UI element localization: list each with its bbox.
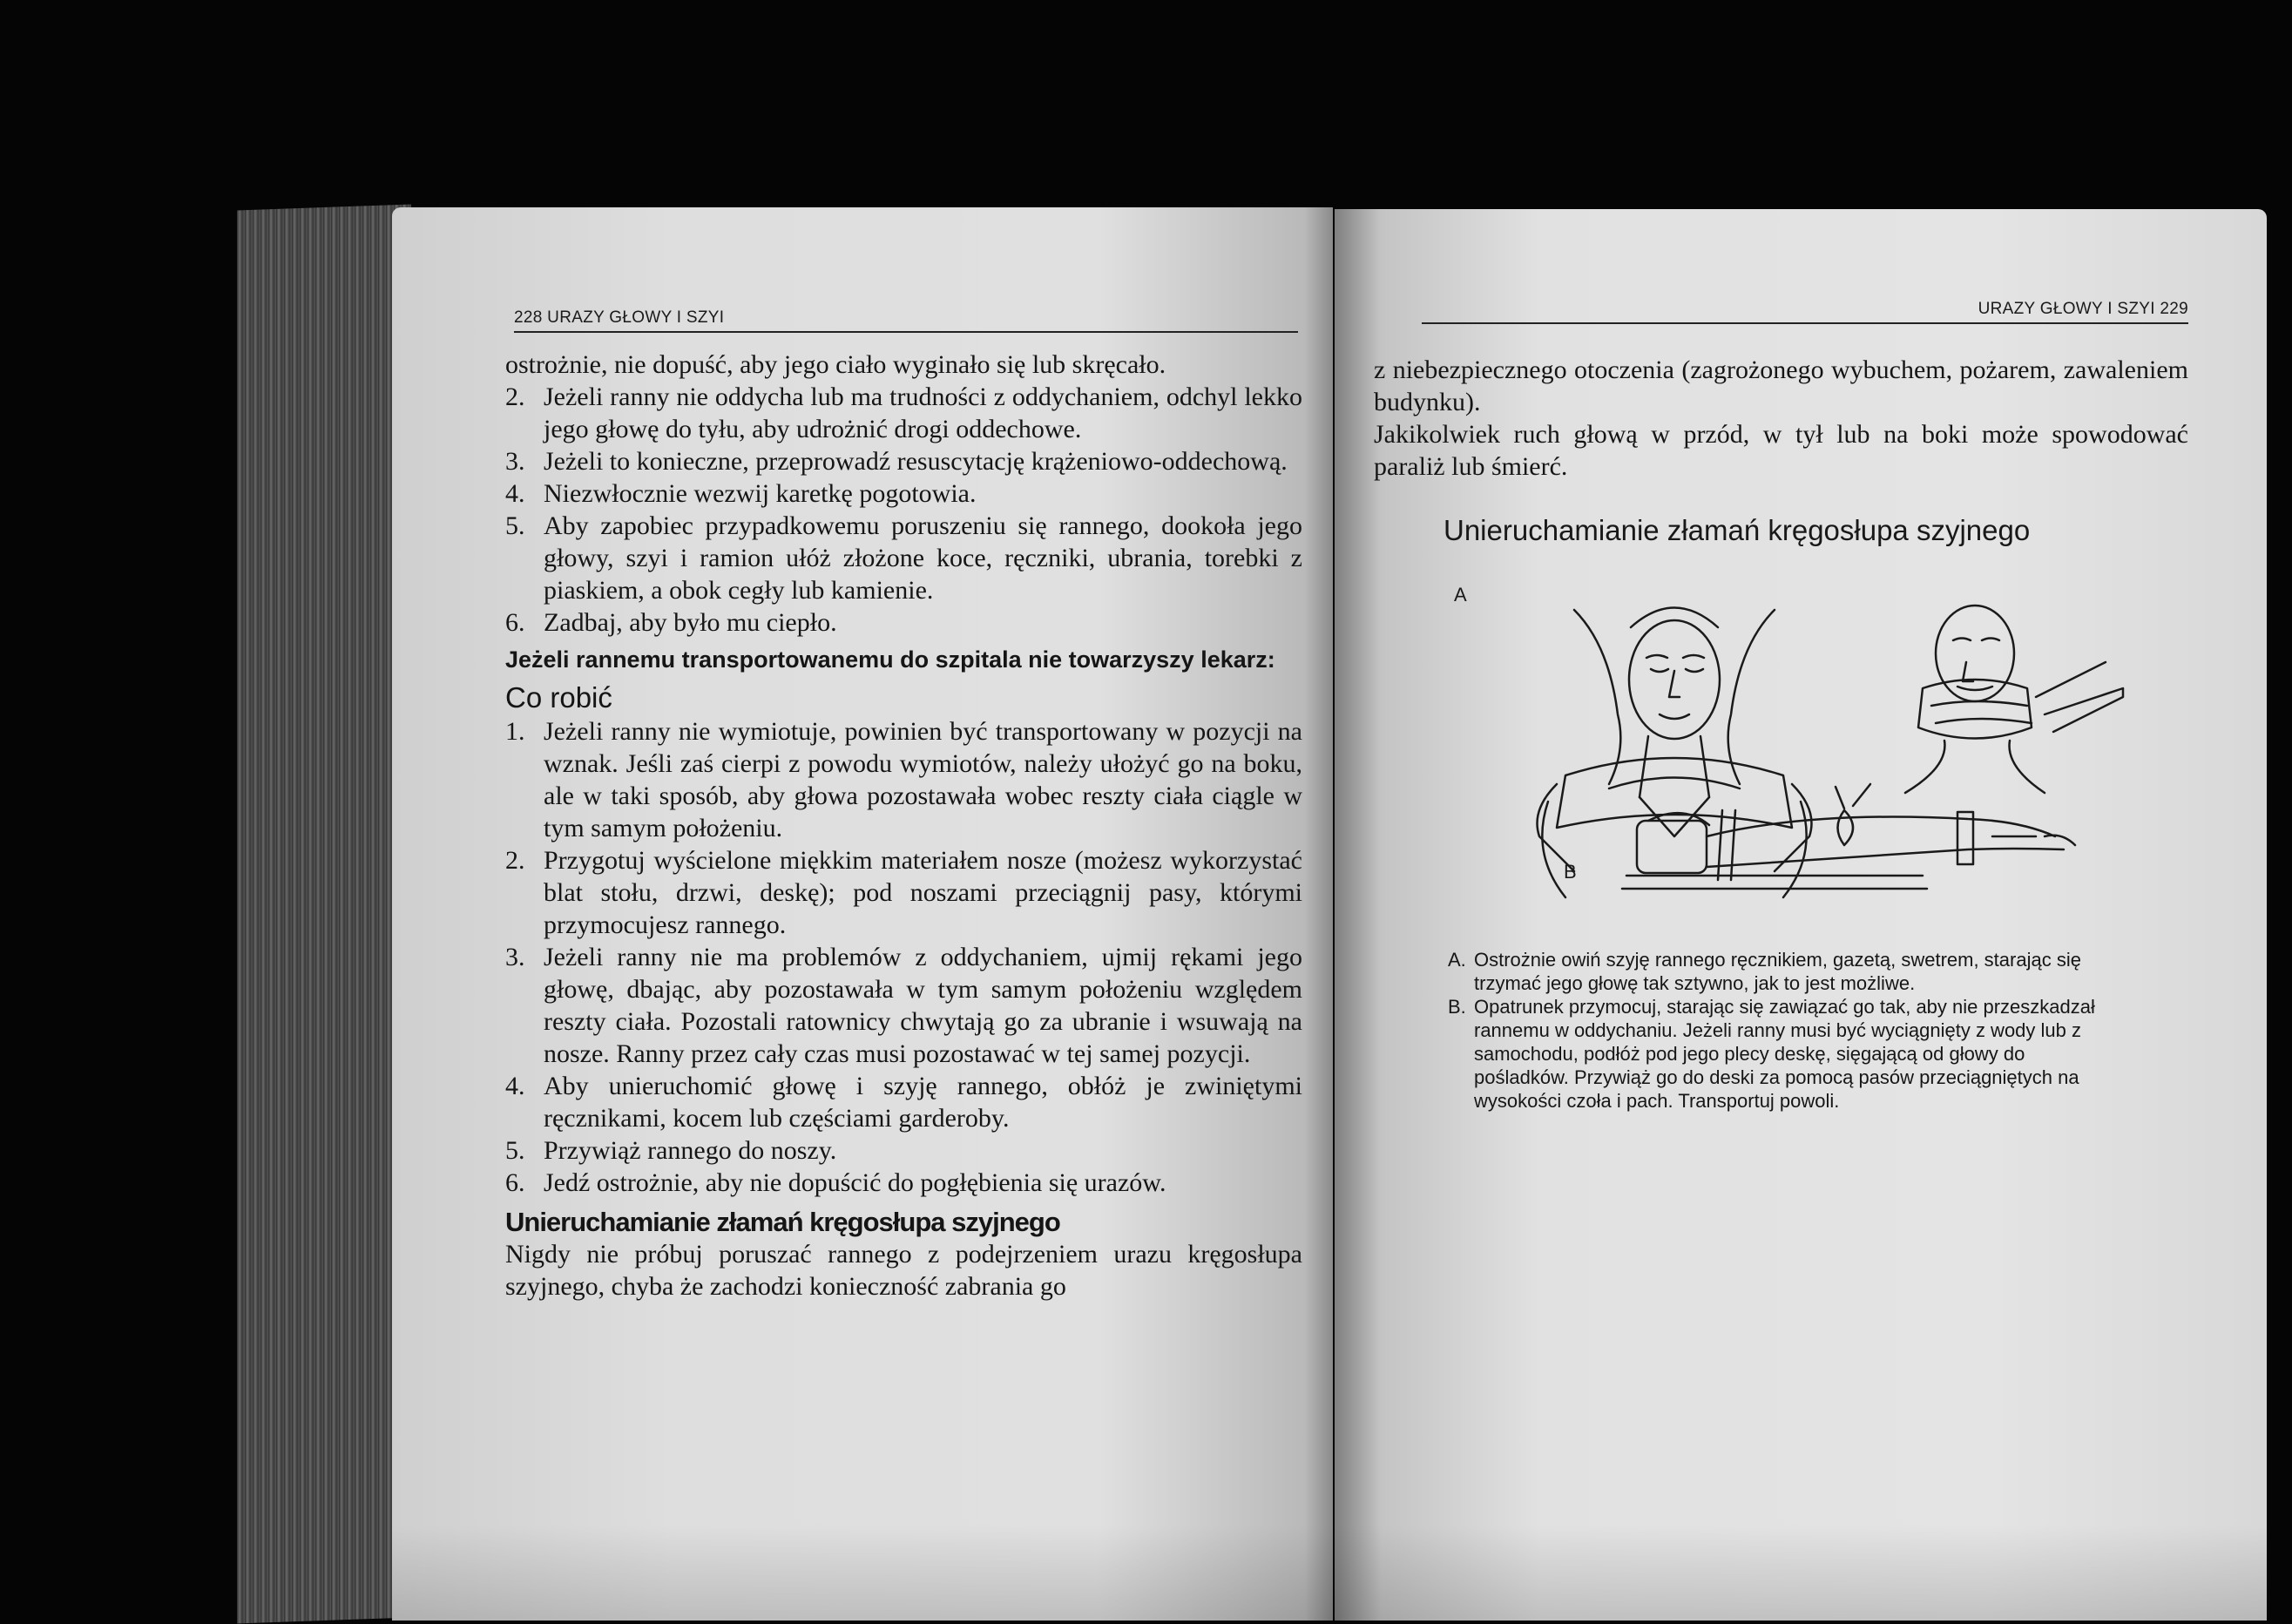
list-item: [505, 510, 1302, 606]
list-item: [505, 941, 1302, 1070]
caption-label: B.: [1448, 996, 1466, 1018]
list-number: 4.: [505, 1072, 525, 1100]
list-text: Aby unieruchomić głowę i szyję rannego, obłóż je zwiniętymi ręcznikami, kocem lub częściami garderoby.: [544, 1072, 1302, 1133]
list-text: Jeżeli ranny nie wymiotuje, powinien być transportowany w pozycji na wznak. Jeśli zaś cierpi z powodu wymiotów, należy ułożyć go na boku, ale w taki sposób, aby głowa pozostawała wobec reszty ciała ciągle w tym samym położeniu.: [544, 717, 1302, 842]
figure-label-a: A: [1454, 584, 1467, 606]
list-text: Jeżeli ranny nie oddycha lub ma trudności z oddychaniem, odchyl lekko jego głowę do tyłu, aby udrożnić drogi oddechowe.: [544, 382, 1302, 443]
section-heading: Unieruchamianie złamań kręgosłupa szyjnego: [505, 1207, 1060, 1237]
list-text: Jeżeli ranny nie ma problemów z oddychaniem, ujmij rękami jego głowę, dbając, aby pozostawała w tym samym położeniu względem reszty ciała. Pozostali ratownicy chwytają go za ubranie i wsuwają na nosze. Ranny przez cały czas musi pozostawać w tej samej pozycji.: [544, 943, 1302, 1068]
second-numbered-list: [505, 715, 1302, 1199]
list-item: [505, 1134, 1302, 1167]
continued-paragraph: z niebezpiecznego otoczenia (zagrożonego wybuchem, pożarem, zawaleniem budynku).: [1374, 355, 2188, 416]
illustration-b-board: [1622, 784, 2075, 889]
list-text: Aby zapobiec przypadkowemu poruszeniu się rannego, dookoła jego głowy, szyi i ramion ułóż złożone koce, ręczniki, ubrania, torebki z piaskiem, a obok cegły lub kamienie.: [544, 511, 1302, 605]
list-text: Jeżeli to konieczne, przeprowadź resuscytację krążeniowo-oddechową.: [544, 447, 1288, 476]
warning-paragraph: Jakikolwiek ruch głową w przód, w tył lub na boki może spowodować paraliż lub śmierć.: [1374, 420, 2188, 481]
page-shadow: [392, 1525, 2267, 1621]
list-number: 2.: [505, 382, 525, 411]
list-number: 1.: [505, 717, 525, 746]
figure-label-b: B: [1564, 861, 1577, 883]
caption-text: Opatrunek przymocuj, starając się zawiązać go tak, aby nie przeszkadzał rannemu w oddychaniu. Jeżeli ranny musi być wyciągnięty z wody lub z samochodu, podłóż pod jego plecy deskę, sięgającą od głowy do pośladków. Przywiąż go do deski za pomocą pasów przeciągniętych na wysokości czoła i pach. Transportuj powoli.: [1474, 996, 2095, 1112]
left-page: [392, 207, 1333, 1621]
illustration-a-front: [1538, 608, 1812, 898]
final-paragraph: Nigdy nie próbuj poruszać rannego z podejrzeniem urazu kręgosłupa szyjnego, chyba że zachodzi konieczność zabrania go: [505, 1240, 1302, 1301]
book-page-edges: [237, 205, 411, 1624]
list-item: [505, 606, 1302, 639]
list-text: Przywiąż rannego do noszy.: [544, 1136, 837, 1165]
right-page-body: [1374, 354, 2188, 483]
first-numbered-list: [505, 381, 1302, 639]
list-number: 6.: [505, 1168, 525, 1197]
list-text: Zadbaj, aby było mu ciepło.: [544, 608, 837, 637]
list-number: 2.: [505, 846, 525, 875]
figure-caption: [1448, 948, 2119, 1113]
right-page: [1335, 209, 2267, 1621]
bold-note: Jeżeli rannemu transportowanemu do szpitala nie towarzyszy lekarz:: [505, 646, 1275, 673]
list-item: [505, 477, 1302, 510]
caption-item-b: [1448, 995, 2119, 1113]
running-head-right: URAZY GŁOWY I SZYI 229: [1422, 300, 2188, 324]
list-item: [505, 844, 1302, 941]
caption-text: Ostrożnie owiń szyję rannego ręcznikiem, gazetą, swetrem, starając się trzymać jego głowę tak sztywno, jak to jest możliwe.: [1474, 949, 2081, 994]
list-number: 3.: [505, 943, 525, 971]
list-item: [505, 715, 1302, 844]
list-number: 5.: [505, 1136, 525, 1165]
list-item: [505, 381, 1302, 445]
caption-label: A.: [1448, 949, 1466, 971]
list-number: 6.: [505, 608, 525, 637]
illustration-a-collar: [1905, 606, 2123, 793]
list-number: 3.: [505, 447, 525, 476]
list-item: [505, 445, 1302, 477]
list-text: Niezwłocznie wezwij karetkę pogotowia.: [544, 479, 977, 508]
list-number: 4.: [505, 479, 525, 508]
list-item: [505, 1070, 1302, 1134]
caption-item-a: [1448, 948, 2119, 995]
list-text: Przygotuj wyścielone miękkim materiałem nosze (możesz wykorzystać blat stołu, drzwi, deskę); pod noszami przeciągnij pasy, którymi przymocujesz rannego.: [544, 846, 1302, 939]
figure-title: Unieruchamianie złamań kręgosłupa szyjnego: [1443, 514, 2031, 546]
left-page-body: [505, 348, 1302, 1303]
running-head-left: 228 URAZY GŁOWY I SZYI: [514, 308, 1298, 333]
list-number: 5.: [505, 511, 525, 540]
subheading-co-robic: Co robić: [505, 681, 612, 714]
continued-paragraph: ostrożnie, nie dopuść, aby jego ciało wyginało się lub skręcało.: [505, 350, 1166, 379]
list-text: Jedź ostrożnie, aby nie dopuścić do pogłębienia się urazów.: [544, 1168, 1166, 1197]
list-item: [505, 1167, 1302, 1199]
